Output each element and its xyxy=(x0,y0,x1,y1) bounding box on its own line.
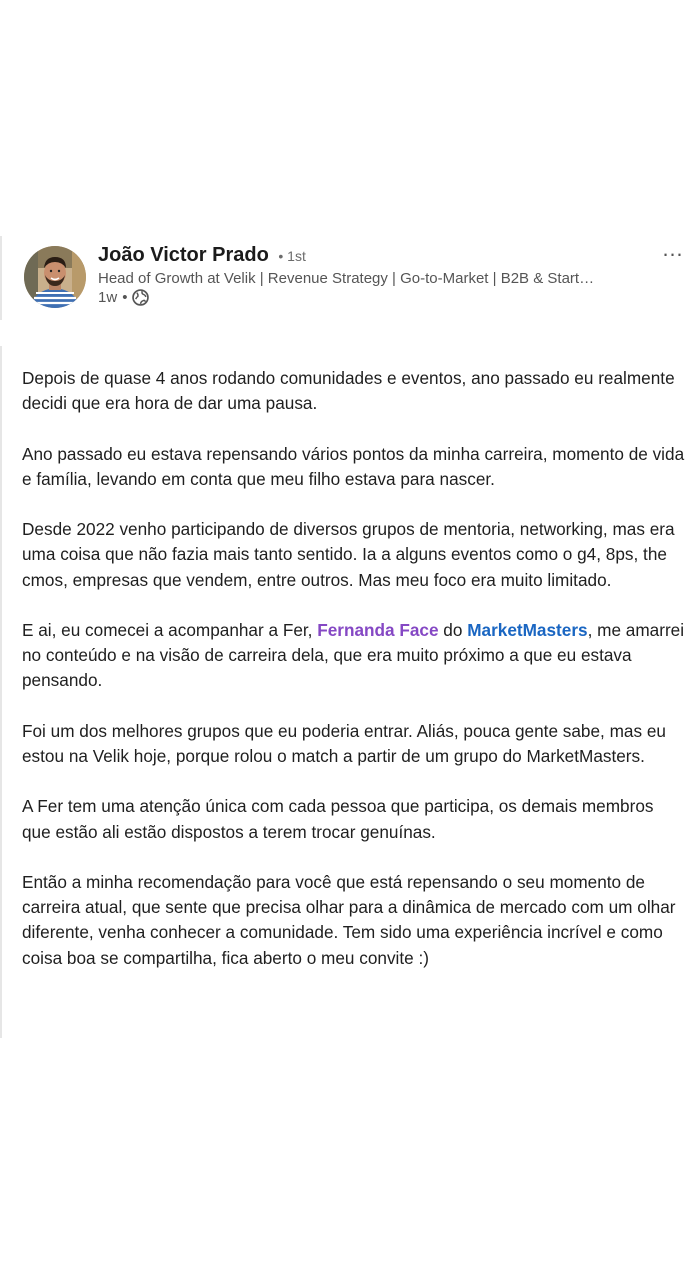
post-meta xyxy=(98,289,149,306)
avatar[interactable] xyxy=(24,246,86,308)
degree-label: 1st xyxy=(287,248,306,264)
degree-separator: • xyxy=(278,248,284,264)
p4-text-after: , me amarrei no conteúdo e na visão de carreira dela, que era muito próximo a que eu estava pensando. xyxy=(22,619,685,691)
post-body xyxy=(22,366,686,996)
p4-text-middle: do xyxy=(438,619,468,640)
post-paragraph-7: Então a minha recomendação para você que está repensando o seu momento de carreira atual, que sente que precisa olhar para a dinâmica de mercado com um olhar diferente, venha conhecer a comunidade. Tem sido uma experiência incrível e como coisa boa se compartilha, fica aberto o meu convite :) xyxy=(22,871,676,968)
author-name-row xyxy=(98,244,306,267)
post-paragraph-2: Ano passado eu estava repensando vários pontos da minha carreira, momento de vida e família, levando em conta que meu filho estava para nascer. xyxy=(22,443,685,489)
ellipsis-icon: … xyxy=(661,236,685,261)
card-edge-top xyxy=(0,236,2,320)
post-paragraph-4 xyxy=(22,618,686,694)
mention-marketmasters[interactable]: MarketMasters xyxy=(467,619,588,640)
avatar-photo-icon xyxy=(24,246,86,308)
author-headline: Head of Growth at Velik | Revenue Strategy | Go-to-Market | B2B & Start… xyxy=(98,270,595,287)
meta-separator: • xyxy=(122,289,128,306)
author-name[interactable]: João Victor Prado xyxy=(98,244,269,266)
card-edge-body xyxy=(0,346,2,1038)
connection-degree xyxy=(278,248,305,264)
more-options-button[interactable] xyxy=(658,236,688,264)
post-paragraph-3: Desde 2022 venho participando de diversos grupos de mentoria, networking, mas era uma coisa que não fazia mais tanto sentido. Ia a alguns eventos como o g4, 8ps, the cmos, empresas que vendem, entre outros. Mas meu foco era muito limitado. xyxy=(22,519,675,590)
globe-icon xyxy=(132,289,149,306)
post-paragraph-1: Depois de quase 4 anos rodando comunidades e eventos, ano passado eu realmente decidi que era hora de dar uma pausa. xyxy=(22,368,675,414)
post-paragraph-6: A Fer tem uma atenção única com cada pessoa que participa, os demais membros que estão ali estão dispostos a terem trocar genuínas. xyxy=(22,796,654,842)
mention-fernanda-face[interactable]: Fernanda Face xyxy=(317,619,439,640)
p4-text-before: E ai, eu comecei a acompanhar a Fer, xyxy=(22,619,318,640)
post-paragraph-5: Foi um dos melhores grupos que eu poderia entrar. Aliás, pouca gente sabe, mas eu estou na Velik hoje, porque rolou o match a partir de um grupo do MarketMasters. xyxy=(22,720,666,766)
post-time[interactable]: 1w xyxy=(98,289,118,306)
